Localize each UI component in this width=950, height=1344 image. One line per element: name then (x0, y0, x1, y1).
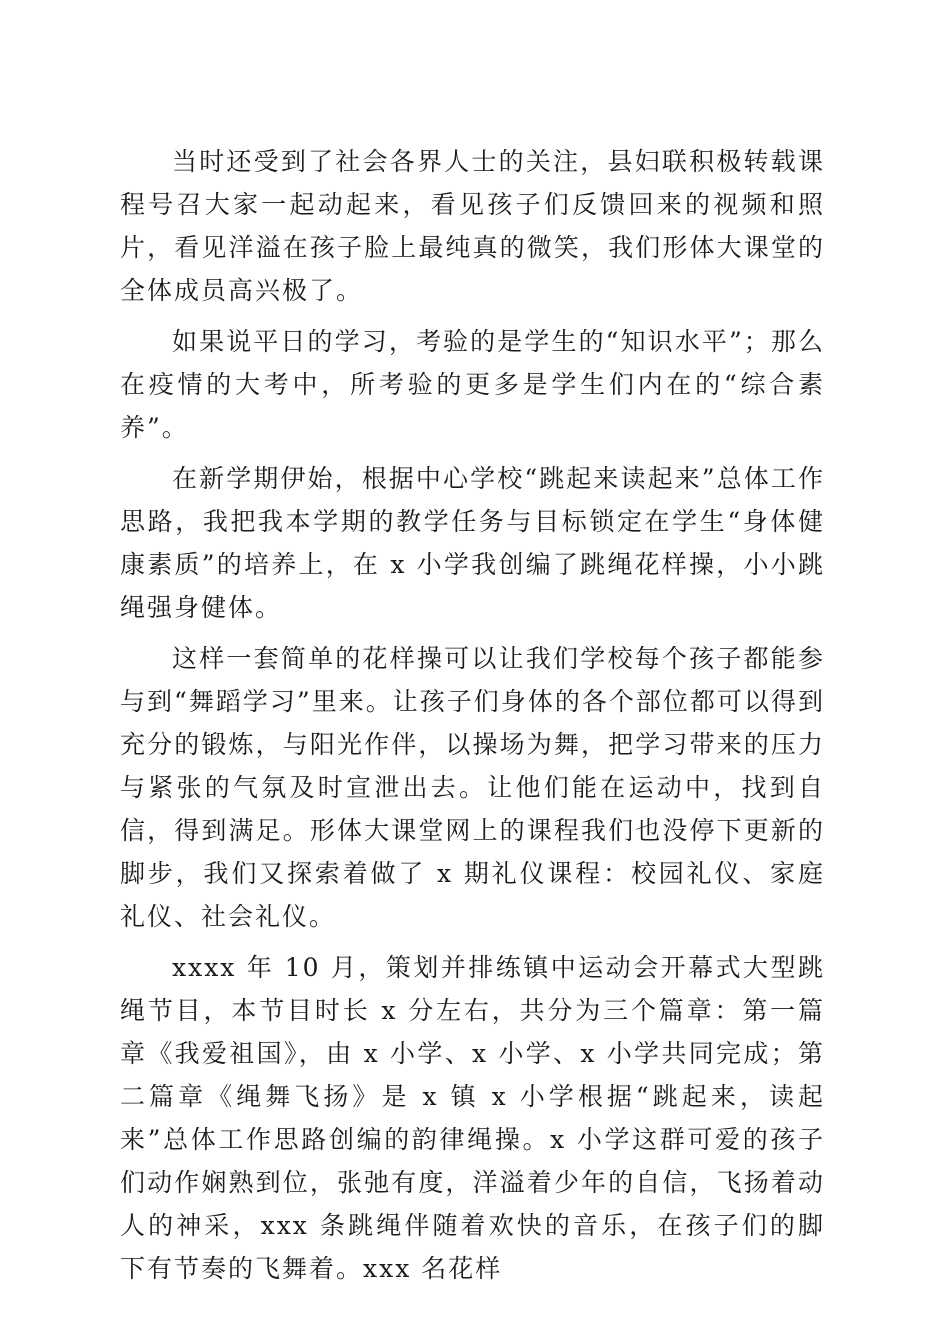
paragraph-1: 当时还受到了社会各界人士的关注，县妇联积极转载课程号召大家一起动起来，看见孩子们反馈回来的视频和照片，看见洋溢在孩子脸上最纯真的微笑，我们形体大课堂的全体成员高兴极了。 (120, 147, 825, 305)
paragraph-3: 在新学期伊始，根据中心学校“跳起来读起来”总体工作思路，我把我本学期的教学任务与目标锁定在学生“身体健康素质”的培养上，在 x 小学我创编了跳绳花样操，小小跳绳强身健体。 (120, 464, 825, 622)
paragraph-5: xxxx 年 10 月，策划并排练镇中运动会开幕式大型跳绳节目，本节目时长 x 分左右，共分为三个篇章：第一篇章《我爱祖国》，由 x 小学、x 小学、x 小学共同完成；第二篇章《绳舞飞扬》是 x 镇 x 小学根据“跳起来，读起来”总体工作思路创编的韵律绳操。x 小学这群可爱的孩子们动作娴熟到位，张弛有度，洋溢着少年的自信，飞扬着动人的神采，xxx 条跳绳伴随着欢快的音乐，在孩子们的脚下有节奏的飞舞着。xxx 名花样 (120, 953, 825, 1283)
paragraph-4: 这样一套简单的花样操可以让我们学校每个孩子都能参与到“舞蹈学习”里来。让孩子们身体的各个部位都可以得到充分的锻炼，与阳光作伴，以操场为舞，把学习带来的压力与紧张的气氛及时宣泄出去。让他们能在运动中，找到自信，得到满足。形体大课堂网上的课程我们也没停下更新的脚步，我们又探索着做了 x 期礼仪课程：校园礼仪、家庭礼仪、社会礼仪。 (120, 644, 825, 931)
document-body (120, 140, 825, 1298)
paragraph-2: 如果说平日的学习，考验的是学生的“知识水平”；那么在疫情的大考中，所考验的更多是学生们内在的“综合素养”。 (120, 327, 825, 442)
